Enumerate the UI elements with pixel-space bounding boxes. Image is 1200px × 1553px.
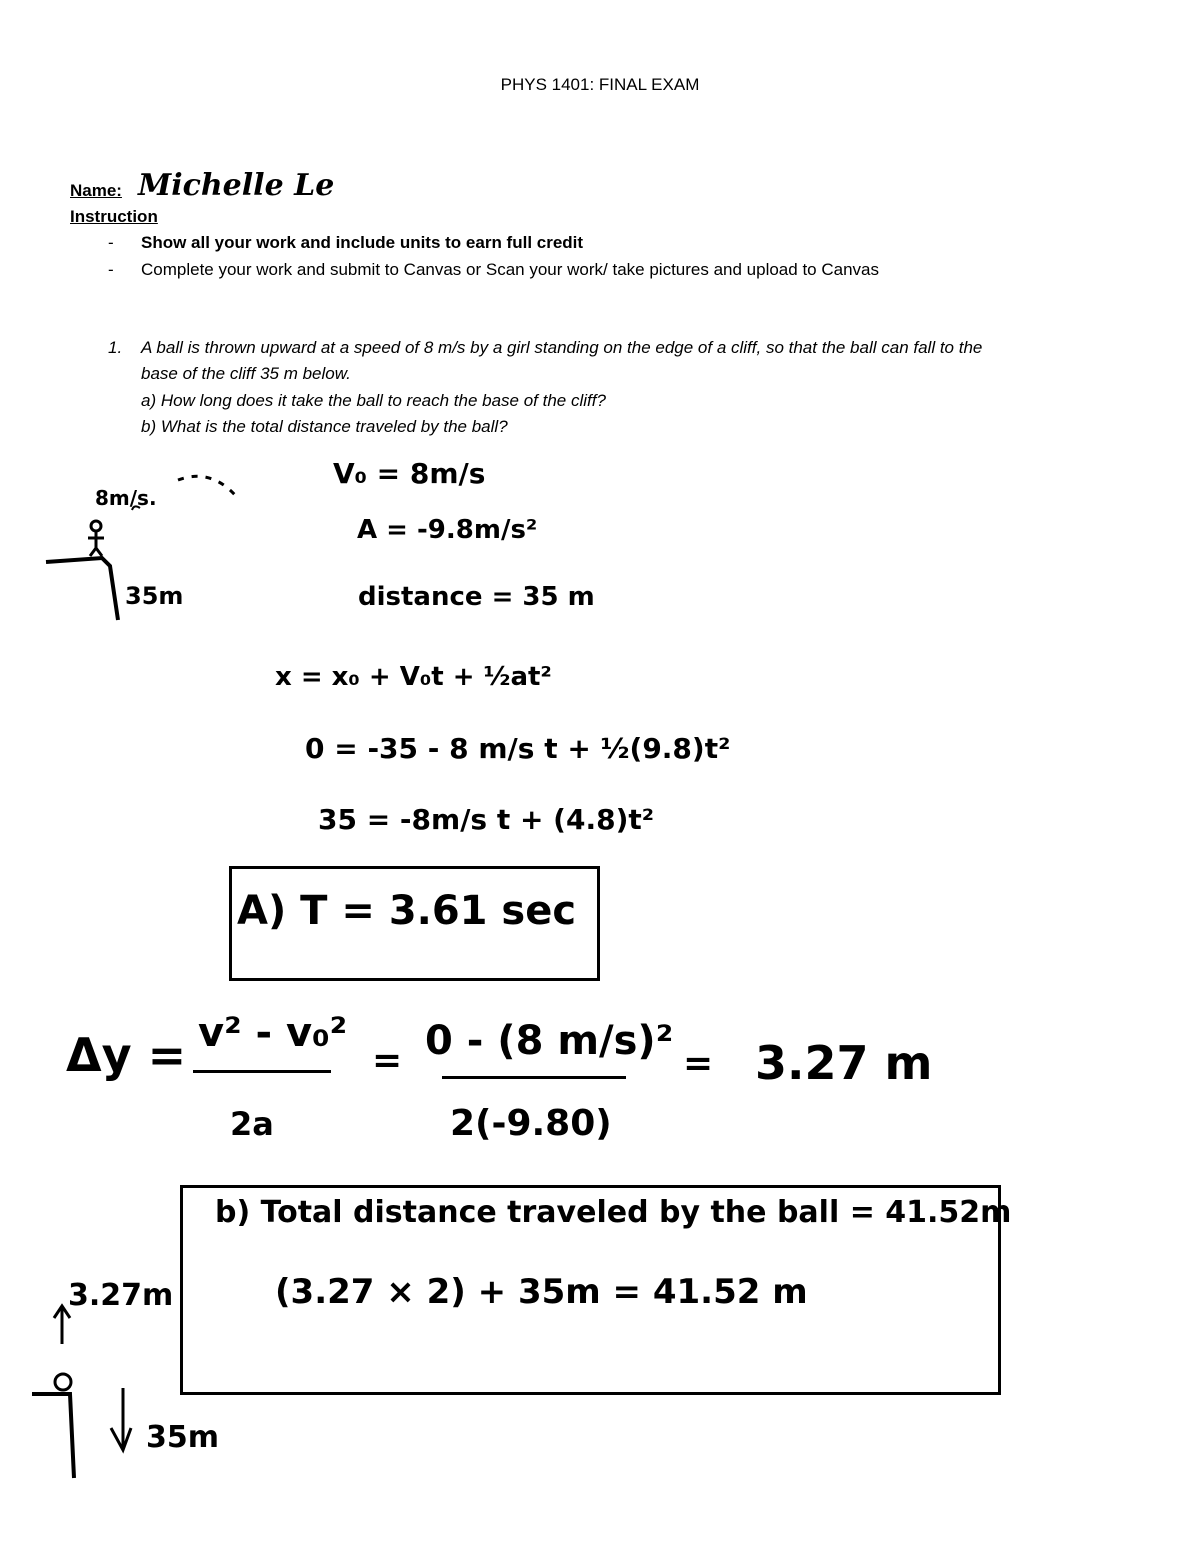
- person-head: [91, 521, 101, 531]
- substituted-equation: 0 = -35 - 8 m/s t + ½(9.8)t²: [305, 732, 731, 765]
- fraction-bar: [442, 1076, 626, 1079]
- sketch-height-label: 35m: [125, 582, 184, 610]
- equals-sign: =: [372, 1040, 403, 1081]
- question-number: 1.: [108, 338, 123, 357]
- instruction-item: Show all your work and include units to earn full credit: [141, 233, 584, 252]
- fraction-bar: [193, 1070, 331, 1073]
- bullet-marker: -: [108, 233, 114, 252]
- sketch-speed-label: 8m/s.: [95, 486, 157, 510]
- equals-sign: =: [683, 1043, 714, 1084]
- given-distance: distance = 35 m: [358, 582, 595, 612]
- cliff-edge: [32, 1394, 74, 1478]
- up-distance-label: 3.27m: [68, 1278, 174, 1313]
- answer-b: b) Total distance traveled by the ball = 41.52m: [215, 1195, 1012, 1230]
- question-part-a: a) How long does it take the ball to reach the base of the cliff?: [141, 391, 606, 410]
- question-part-b: b) What is the total distance traveled by the ball?: [141, 417, 508, 436]
- rearranged-equation: 35 = -8m/s t + (4.8)t²: [318, 803, 655, 836]
- dy-formula-numerator: v² - v₀²: [198, 1010, 348, 1056]
- dy-result: 3.27 m: [755, 1036, 933, 1090]
- question-text: A ball is thrown upward at a speed of 8 m/s by a girl standing on the edge of a cliff, so that the ball can fall to the: [141, 338, 983, 357]
- name-label: Name:: [70, 181, 122, 200]
- bullet-marker: -: [108, 260, 114, 279]
- dy-formula-denominator: 2a: [230, 1105, 274, 1143]
- student-name: Michelle Le: [138, 168, 335, 203]
- cliff-edge: [46, 558, 118, 620]
- question-text: base of the cliff 35 m below.: [141, 364, 351, 383]
- ball: [55, 1374, 71, 1390]
- given-initial-velocity: V₀ = 8m/s: [333, 457, 486, 490]
- dy-numerator: 0 - (8 m/s)²: [425, 1018, 674, 1064]
- page-title: PHYS 1401: FINAL EXAM: [500, 75, 700, 94]
- dy-denominator: 2(-9.80): [450, 1103, 612, 1144]
- trajectory-arc: [178, 476, 235, 495]
- instruction-item: Complete your work and submit to Canvas or Scan your work/ take pictures and upload to Canvas: [141, 260, 879, 279]
- kinematic-equation: x = x₀ + V₀t + ½at²: [275, 662, 552, 692]
- dy-lhs: Δy =: [66, 1028, 187, 1082]
- down-distance-label: 35m: [146, 1420, 220, 1455]
- answer-b-calculation: (3.27 × 2) + 35m = 41.52 m: [275, 1272, 808, 1312]
- person-body: [88, 531, 104, 556]
- instruction-heading: Instruction: [70, 207, 158, 226]
- answer-a: A) T = 3.61 sec: [237, 888, 577, 934]
- down-arrow: [111, 1388, 131, 1450]
- given-acceleration: A = -9.8m/s²: [357, 515, 538, 545]
